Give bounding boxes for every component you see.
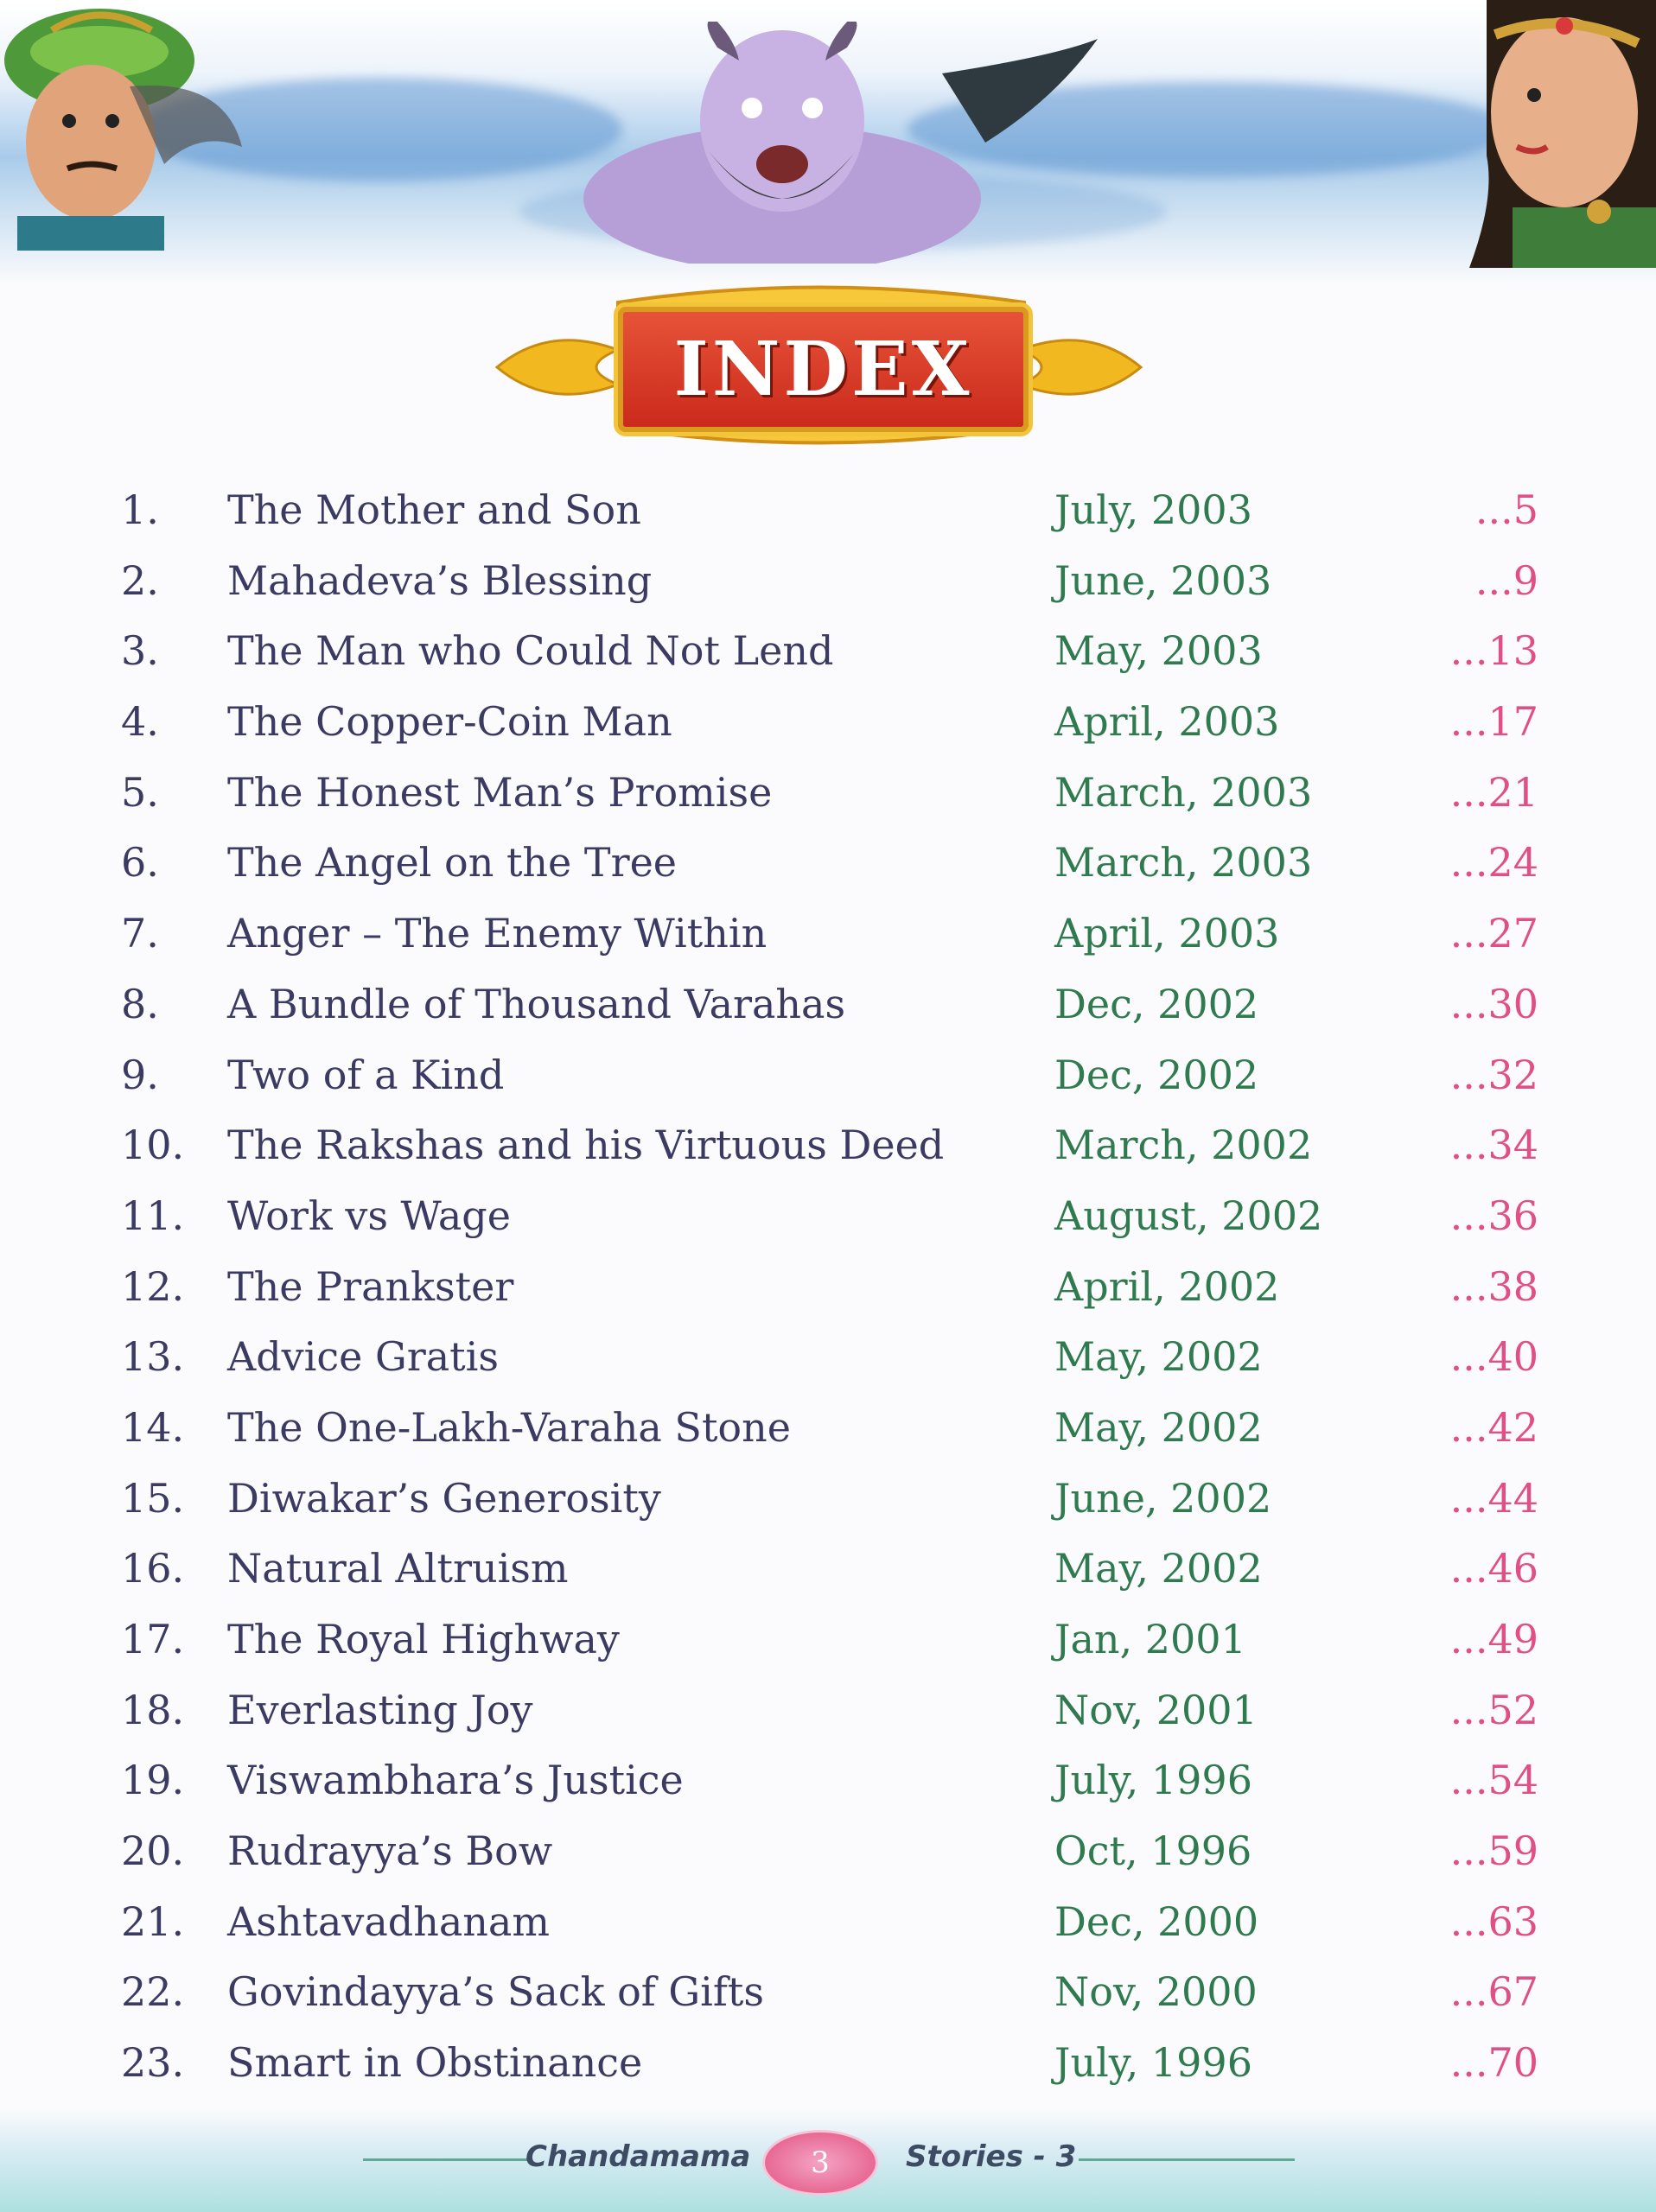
index-entry (121, 2030, 1538, 2101)
index-entry (121, 971, 1538, 1042)
entry-date: March, 2003 (1054, 839, 1313, 887)
entry-title: The Prankster (227, 1262, 514, 1310)
entry-page: ...30 (1449, 980, 1538, 1027)
entry-number: 10. (121, 1122, 185, 1169)
entry-page: ...36 (1449, 1192, 1538, 1239)
index-entry (121, 1747, 1538, 1818)
entry-title: The Man who Could Not Lend (227, 627, 834, 675)
entry-number: 5. (121, 768, 159, 816)
entry-number: 4. (121, 698, 159, 746)
entry-date: Dec, 2002 (1054, 980, 1259, 1027)
entry-number: 6. (121, 839, 159, 887)
entry-number: 3. (121, 627, 159, 675)
entry-date: May, 2003 (1054, 627, 1263, 675)
hero-icon (0, 0, 251, 251)
entry-title: The Honest Man’s Promise (227, 768, 773, 816)
entry-page: ...34 (1449, 1122, 1538, 1169)
entry-page: ...70 (1449, 2039, 1538, 2087)
entry-number: 1. (121, 486, 159, 533)
entry-title: Work vs Wage (227, 1192, 511, 1239)
entry-title: Rudrayya’s Bow (227, 1827, 553, 1875)
footer-publication: Chandamama (525, 2139, 751, 2174)
index-entry (121, 1112, 1538, 1183)
entry-page: ...40 (1449, 1333, 1538, 1381)
princess-icon (1435, 0, 1656, 268)
entry-page: ...63 (1449, 1897, 1538, 1945)
entry-title: Two of a Kind (227, 1051, 505, 1098)
index-entry (121, 830, 1538, 900)
entry-title: The Mother and Son (227, 486, 641, 533)
entry-date: June, 2002 (1054, 1474, 1272, 1522)
entry-title: The Copper-Coin Man (227, 698, 672, 746)
entry-title: Advice Gratis (227, 1333, 499, 1381)
entry-date: Dec, 2000 (1054, 1897, 1259, 1945)
index-entry (121, 1465, 1538, 1536)
entry-number: 12. (121, 1262, 185, 1310)
index-entry (121, 1959, 1538, 2030)
entry-date: May, 2002 (1054, 1333, 1263, 1381)
entry-date: April, 2003 (1054, 910, 1280, 957)
entry-date: August, 2002 (1054, 1192, 1323, 1239)
entry-title: The Rakshas and his Virtuous Deed (227, 1122, 945, 1169)
entry-date: April, 2002 (1054, 1262, 1280, 1310)
entry-title: Smart in Obstinance (227, 2039, 643, 2087)
entry-page: ...38 (1449, 1262, 1538, 1310)
entry-date: Nov, 2001 (1054, 1686, 1258, 1733)
entry-date: Oct, 1996 (1054, 1827, 1252, 1875)
entry-number: 14. (121, 1403, 185, 1451)
entry-number: 20. (121, 1827, 185, 1875)
entry-page: ...24 (1449, 839, 1538, 887)
entry-number: 9. (121, 1051, 159, 1098)
index-entry (121, 1889, 1538, 1960)
entry-number: 7. (121, 910, 159, 957)
entry-date: Jan, 2001 (1054, 1616, 1246, 1662)
entry-number: 2. (121, 556, 159, 604)
entry-date: July, 2003 (1054, 486, 1252, 533)
entry-number: 23. (121, 2039, 185, 2087)
entry-title: Govindayya’s Sack of Gifts (227, 1968, 764, 2016)
entry-date: July, 1996 (1054, 2039, 1252, 2087)
entry-date: May, 2002 (1054, 1545, 1263, 1592)
entry-number: 21. (121, 1897, 185, 1945)
index-entry (121, 548, 1538, 619)
entry-title: Viswambhara’s Justice (227, 1757, 684, 1804)
entry-title: A Bundle of Thousand Varahas (227, 980, 846, 1027)
entry-page: ...52 (1449, 1686, 1538, 1733)
entry-page: ...21 (1449, 768, 1538, 816)
entry-number: 16. (121, 1545, 185, 1592)
index-entry (121, 1324, 1538, 1395)
index-list (121, 477, 1538, 2101)
index-entry (121, 1042, 1538, 1113)
entry-date: April, 2003 (1054, 698, 1280, 746)
index-entry (121, 1535, 1538, 1606)
title-banner (480, 272, 1158, 458)
entry-number: 15. (121, 1474, 185, 1522)
index-entry (121, 618, 1538, 689)
entry-number: 13. (121, 1333, 185, 1381)
entry-page: ...5 (1474, 486, 1538, 533)
entry-date: May, 2002 (1054, 1403, 1263, 1451)
index-entry (121, 1606, 1538, 1677)
entry-page: ...59 (1449, 1827, 1538, 1875)
entry-number: 18. (121, 1686, 185, 1733)
entry-date: July, 1996 (1054, 1757, 1252, 1804)
entry-title: The Angel on the Tree (227, 839, 678, 887)
entry-title: Everlasting Joy (227, 1686, 533, 1733)
entry-number: 8. (121, 980, 159, 1027)
index-entry (121, 1395, 1538, 1465)
entry-title: Diwakar’s Generosity (227, 1474, 661, 1522)
index-entry (121, 689, 1538, 760)
entry-page: ...9 (1474, 556, 1538, 604)
entry-page: ...49 (1449, 1616, 1538, 1662)
entry-page: ...42 (1449, 1403, 1538, 1451)
entry-number: 11. (121, 1192, 185, 1239)
entry-title: Ashtavadhanam (227, 1897, 550, 1945)
entry-page: ...32 (1449, 1051, 1538, 1098)
index-entry (121, 1818, 1538, 1889)
page-number-badge: 3 (762, 2130, 878, 2196)
entry-page: ...13 (1449, 627, 1538, 675)
entry-number: 22. (121, 1968, 185, 2016)
entry-page: ...46 (1449, 1545, 1538, 1592)
entry-date: Dec, 2002 (1054, 1051, 1259, 1098)
entry-page: ...44 (1449, 1474, 1538, 1522)
entry-date: Nov, 2000 (1054, 1968, 1258, 2016)
entry-date: June, 2003 (1054, 556, 1272, 604)
entry-page: ...54 (1449, 1757, 1538, 1804)
footer-rule (1079, 2158, 1295, 2161)
entry-title: The One-Lakh-Varaha Stone (227, 1403, 791, 1451)
entry-date: March, 2002 (1054, 1122, 1313, 1169)
entry-title: The Royal Highway (227, 1616, 620, 1662)
index-entry (121, 1183, 1538, 1254)
index-entry (121, 477, 1538, 548)
entry-page: ...17 (1449, 698, 1538, 746)
footer-series: Stories - 3 (906, 2139, 1077, 2174)
entry-page: ...67 (1449, 1968, 1538, 2016)
page-title: INDEX (673, 326, 973, 413)
demon-icon (536, 22, 1106, 264)
entry-number: 19. (121, 1757, 185, 1804)
index-entry (121, 900, 1538, 971)
entry-date: March, 2003 (1054, 768, 1313, 816)
index-entry (121, 1677, 1538, 1748)
footer-rule (363, 2158, 527, 2161)
entry-number: 17. (121, 1616, 185, 1662)
entry-title: Anger – The Enemy Within (227, 910, 767, 957)
entry-page: ...27 (1449, 910, 1538, 957)
index-entry (121, 760, 1538, 830)
index-entry (121, 1254, 1538, 1325)
entry-title: Natural Altruism (227, 1545, 569, 1592)
entry-title: Mahadeva’s Blessing (227, 556, 653, 604)
